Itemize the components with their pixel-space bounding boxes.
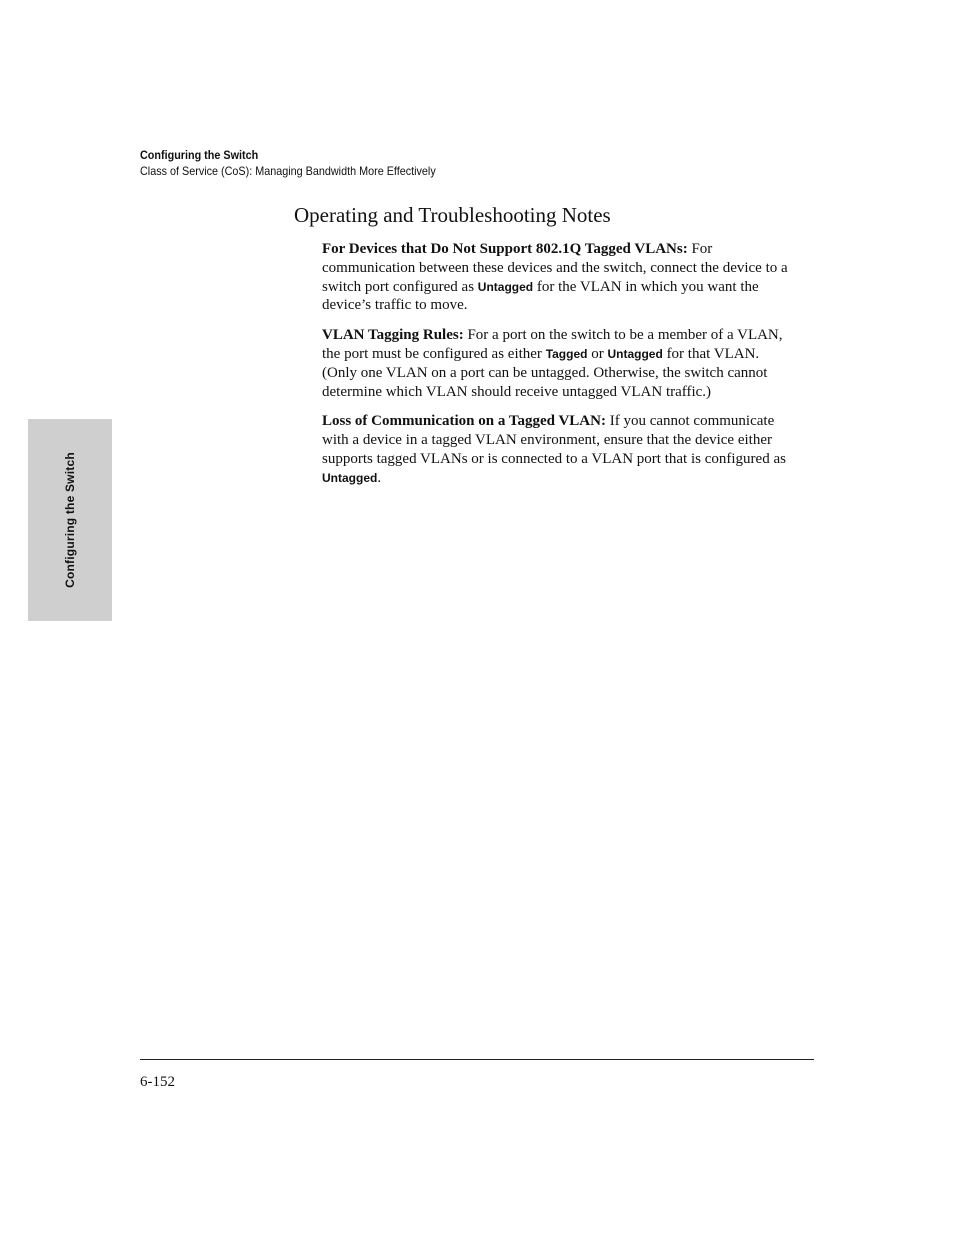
chapter-side-tab-label: Configuring the Switch (63, 452, 77, 588)
keyword-untagged: Untagged (477, 279, 534, 294)
paragraph-text: for that VLAN. (Only one VLAN on a port can be untagged. Otherwise, the switch cannot determine which VLAN should receive untagged VLAN traffic.) (322, 345, 768, 400)
paragraph-untagged-devices (322, 240, 788, 315)
keyword-tagged: Tagged (545, 346, 588, 361)
paragraph-lead: VLAN Tagging Rules: (322, 327, 464, 344)
keyword-untagged: Untagged (607, 346, 663, 361)
paragraph-lead: Loss of Communication on a Tagged VLAN: (322, 413, 606, 430)
paragraph-text: For communication between these devices and the switch, connect the device to a switch port configured as (322, 241, 788, 295)
paragraph-text: . (377, 469, 382, 486)
keyword-untagged: Untagged (322, 470, 378, 485)
header-chapter-title: Configuring the Switch (140, 148, 259, 162)
footer-divider (140, 1059, 814, 1060)
paragraph-text: or (587, 345, 608, 362)
paragraph-text: for the VLAN in which you want the device’s traffic to move. (322, 278, 759, 314)
body-text (322, 240, 788, 499)
paragraph-text: If you cannot communicate with a device in a tagged VLAN environment, ensure that the device either supports tagged VLANs or is connected to a VLAN port that is configured as (322, 413, 786, 467)
paragraph-text: For a port on the switch to be a member of a VLAN, the port must be configured as either (322, 327, 783, 362)
running-header (140, 147, 436, 179)
paragraph-loss-of-communication (322, 412, 788, 487)
page-number: 6-152 (140, 1074, 175, 1090)
paragraph-lead: For Devices that Do Not Support 802.1Q Tagged VLANs: (322, 241, 688, 257)
header-section-title: Class of Service (CoS): Managing Bandwidth More Effectively (140, 164, 436, 178)
section-title: Operating and Troubleshooting Notes (294, 203, 611, 227)
paragraph-vlan-tagging-rules (322, 326, 788, 401)
